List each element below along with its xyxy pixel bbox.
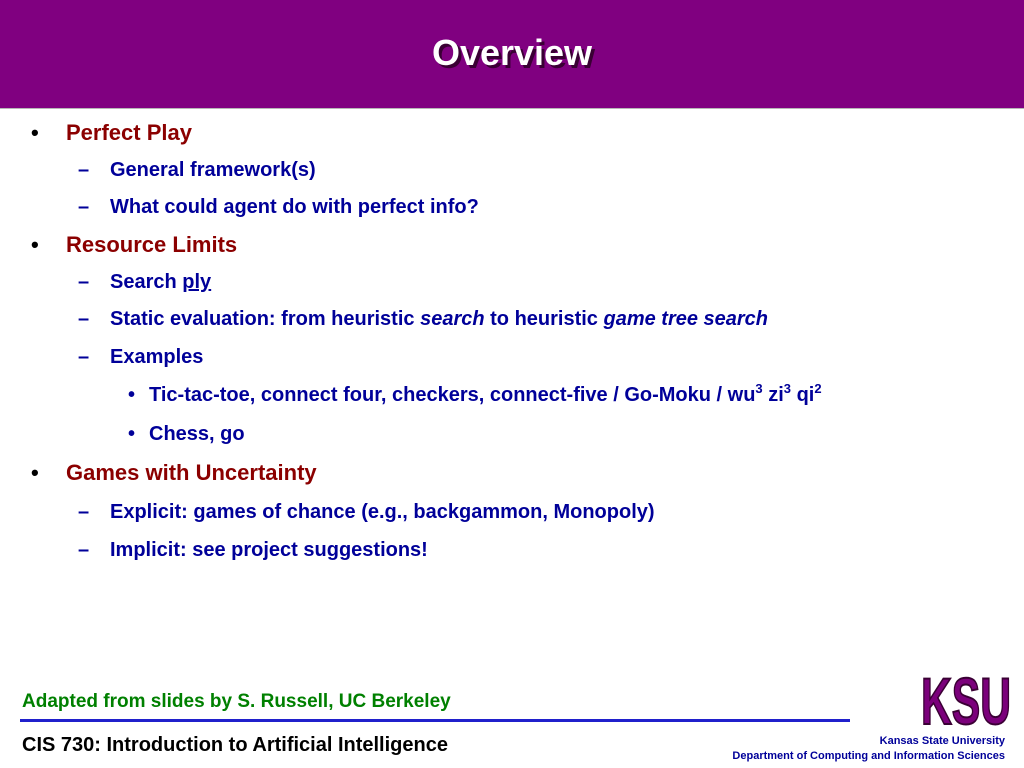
footer-divider [20,719,850,722]
ply-link[interactable]: ply [182,271,212,293]
outline-subitem-text [110,271,211,294]
text-segment: to heuristic [484,308,604,330]
outline-subsubitem-text: Chess, go [149,423,245,445]
department-name: Department of Computing and Information Sciences [732,750,1005,762]
text-segment: Tic-tac-toe, connect four, checkers, connect-five / Go-Moku / wu [149,384,756,406]
bullet-icon: • [128,384,136,406]
dash-icon: – [78,346,90,368]
outline-item-label: Resource Limits [66,232,238,257]
outline-subitem-text: Examples [110,346,204,368]
emphasis-game-tree-search: game tree search [603,308,769,330]
text-segment: zi [762,384,784,406]
bullet-icon: • [31,120,39,145]
text-segment: Static evaluation: from heuristic [110,308,421,330]
ksu-logo-text: KSU [921,664,1011,734]
outline-subitem-text: General framework(s) [110,159,316,181]
dash-icon: – [78,159,90,181]
ksu-logo [918,662,1014,734]
course-title: CIS 730: Introduction to Artificial Intelligence [22,734,448,756]
superscript: 3 [783,381,792,396]
bullet-icon: • [31,460,39,485]
dash-icon: – [78,271,90,293]
emphasis-search: search [420,308,485,330]
university-name: Kansas State University [879,735,1005,747]
outline-subitem-text [110,308,768,331]
outline-subsubitem-text [149,381,822,407]
credit-line: Adapted from slides by S. Russell, UC Berkeley [22,691,451,712]
dash-icon: – [78,308,90,330]
superscript: 3 [755,381,763,396]
bullet-icon: • [31,232,39,257]
dash-icon: – [78,501,90,523]
dash-icon: – [78,539,90,561]
university-block [732,734,1005,764]
outline-subitem-text: What could agent do with perfect info? [110,196,479,218]
outline-item-label: Games with Uncertainty [66,460,317,485]
superscript: 2 [814,381,822,396]
slide-title: Overview [431,32,593,73]
outline-subitem-text: Explicit: games of chance (e.g., backgammon, Monopoly) [110,501,655,523]
outline-subitem-text: Implicit: see project suggestions! [110,539,428,561]
outline-item-label: Perfect Play [66,120,192,145]
outline-subitem-prefix: Search [110,271,183,293]
text-segment: qi [791,384,815,406]
dash-icon: – [78,196,90,218]
bullet-icon: • [128,423,136,445]
